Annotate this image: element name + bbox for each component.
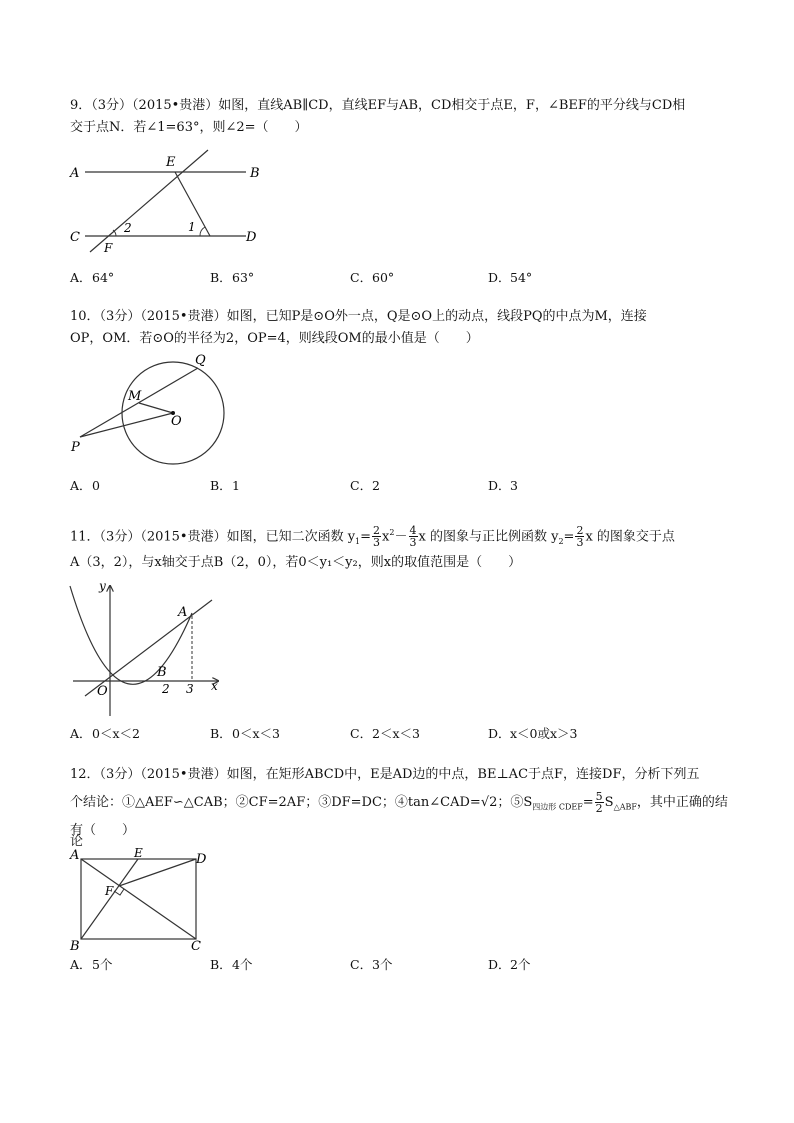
q12-label-b: B: [70, 939, 80, 954]
q10-options: [70, 476, 730, 496]
q12-option-a[interactable]: A．5个: [70, 957, 113, 972]
q10-option-c[interactable]: C．2: [350, 478, 380, 493]
q10-label-o: O: [171, 414, 182, 429]
q12-label-e: E: [134, 846, 143, 860]
q12-options: [70, 955, 730, 975]
q9-label-f: F: [104, 241, 113, 255]
q12-label-f: F: [105, 884, 114, 898]
question-10-stem: [70, 306, 730, 350]
q9-label-e: E: [166, 155, 176, 170]
q11-label-b: B: [157, 665, 167, 680]
q12-stem-line3: 有（ ）: [70, 823, 136, 838]
q12-frac-5-2: $\frac{5}{2}$: [595, 790, 603, 815]
q11-frac-2-3: $\frac{2}{3}$: [373, 524, 381, 550]
question-9-stem: [70, 95, 730, 139]
q11-option-a[interactable]: A．0＜x＜2: [70, 726, 140, 741]
q11-option-c[interactable]: C．2＜x＜3: [350, 726, 420, 741]
q12-label-d: D: [196, 852, 207, 867]
q12-segment-df: [119, 859, 196, 886]
q10-figure: [65, 350, 235, 465]
q10-label-p: P: [71, 440, 80, 455]
q9-options: [70, 268, 730, 288]
question-11-stem: [70, 518, 730, 574]
q10-stem-line2: OP，OM．若⊙O的半径为2，OP=4，则线段OM的最小值是（ ）: [70, 331, 479, 346]
q9-stem-line1: 9．（3分）（2015•贵港）如图，直线AB∥CD，直线EF与AB，CD相交于点E，F，∠BEF的平分线与CD相: [70, 98, 686, 113]
q11-label-2: 2: [162, 682, 170, 696]
q12-sqrt: √2: [480, 795, 498, 810]
q11-option-b[interactable]: B．0＜x＜3: [210, 726, 280, 741]
q12-option-c[interactable]: C．3个: [350, 957, 393, 972]
q10-option-b[interactable]: B．1: [210, 478, 240, 493]
q11-label-3: 3: [186, 682, 194, 696]
q10-label-q: Q: [195, 353, 206, 368]
q12-figure: [65, 845, 225, 955]
q9-stem-line2: 交于点N．若∠1=63°，则∠2=（ ）: [70, 120, 308, 135]
q12-stem-line2: 个结论：①△AEF∽△CAB；②CF=2AF；③DF=DC；④tan∠CAD=√2；$⑤S_{四边形 CDEF}=$ $\frac{5}{2}$ $S_{\triangle ABF}$，其中正确的结论: [70, 790, 728, 849]
q10-stem-line1: 10．（3分）（2015•贵港）如图，已知P是⊙O外一点，Q是⊙O上的动点，线段PQ的中点为M，连接: [70, 309, 647, 324]
q9-label-c: C: [70, 230, 80, 245]
q9-option-b[interactable]: B．63°: [210, 270, 255, 285]
q12-segment-be: [81, 859, 138, 939]
q9-figure: [60, 150, 290, 260]
q9-option-c[interactable]: C．60°: [350, 270, 395, 285]
q9-label-1: 1: [188, 220, 196, 234]
q11-options: [70, 724, 730, 744]
q12-option-d[interactable]: D．2个: [488, 957, 531, 972]
q11-stem-line2: A（3，2），与x轴交于点B（2，0），若0＜y₁＜y₂，则x的取值范围是（ ）: [70, 555, 522, 570]
q11-label-o: O: [97, 684, 108, 699]
q11-option-d[interactable]: D．x＜0或x＞3: [488, 726, 578, 741]
q9-option-d[interactable]: D．54°: [488, 270, 533, 285]
q9-angle-2-arc: [113, 230, 116, 236]
question-12-stem: [70, 764, 730, 849]
q11-label-a: A: [178, 605, 188, 620]
q12-label-c: C: [191, 939, 201, 954]
q11-frac-2-3b: $\frac{2}{3}$: [576, 524, 584, 550]
q10-segment-om: [139, 403, 173, 413]
q11-stem-line1: 11．（3分）（2015•贵港）如图，已知二次函数 $y_1=$ $\frac{2}{3}$ $x^2-$ $\frac{4}{3}$ x 的图象与正比例函数 $y_2=$ $\frac{2}{3}$ x 的图象交于点: [70, 524, 675, 550]
q10-option-a[interactable]: A．0: [70, 478, 100, 493]
q12-diagonal-ac: [81, 859, 196, 939]
q11-label-y: y: [99, 579, 106, 593]
q9-label-a: A: [70, 166, 80, 181]
q11-label-x: x: [211, 679, 218, 693]
q10-option-d[interactable]: D．3: [488, 478, 518, 493]
q9-option-a[interactable]: A．64°: [70, 270, 115, 285]
q9-angle-1-arc: [200, 227, 205, 236]
q11-frac-4-3: $\frac{4}{3}$: [409, 524, 417, 550]
q9-label-2: 2: [124, 221, 132, 235]
q10-label-m: M: [128, 389, 142, 404]
q12-option-b[interactable]: B．4个: [210, 957, 253, 972]
q11-parabola: [70, 586, 192, 684]
q9-label-d: D: [246, 230, 257, 245]
q12-label-a: A: [70, 848, 80, 863]
q11-figure: [65, 578, 230, 718]
q12-stem-line1: 12．（3分）（2015•贵港）如图，在矩形ABCD中，E是AD边的中点，BE⊥AC于点F，连接DF，分析下列五: [70, 767, 700, 782]
q9-label-b: B: [250, 166, 260, 181]
